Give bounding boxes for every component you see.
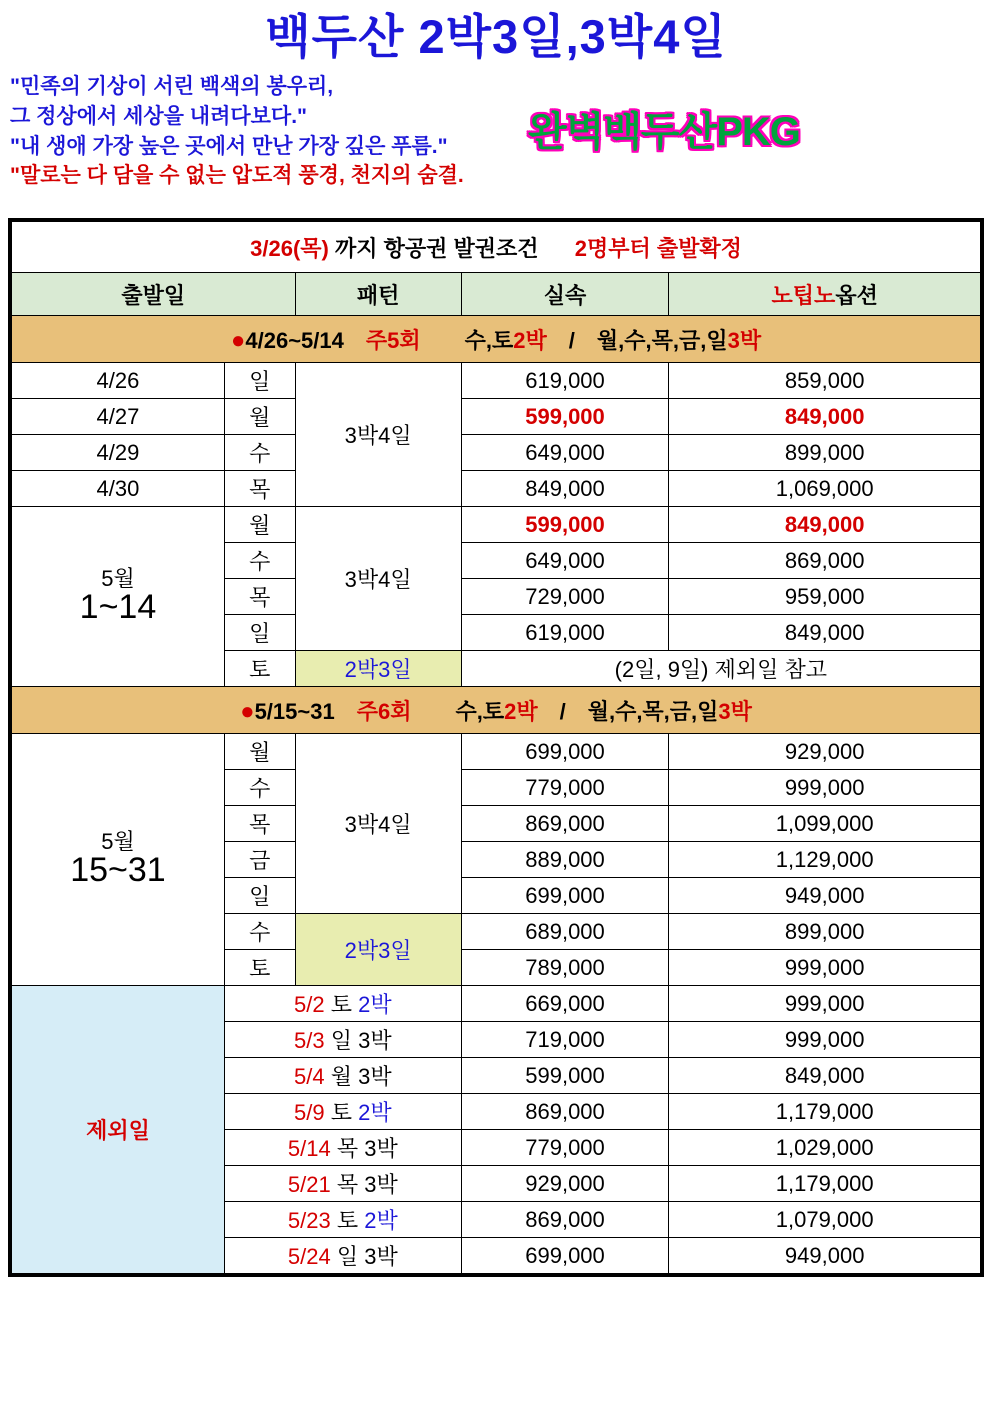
section-band-2-cell bbox=[12, 687, 981, 734]
exclusion-date-value: 5/14 bbox=[287, 1136, 331, 1162]
column-header-row bbox=[12, 273, 981, 316]
price-standard: 689,000 bbox=[461, 914, 669, 950]
table-row bbox=[12, 363, 981, 399]
price-standard: 599,000 bbox=[461, 507, 669, 543]
band-freq-2: 주6회 bbox=[356, 698, 412, 724]
price-standard: 699,000 bbox=[461, 878, 669, 914]
subheader bbox=[0, 72, 992, 212]
price-notip: 849,000 bbox=[669, 399, 981, 435]
exclusion-date bbox=[224, 1202, 461, 1238]
price-notip: 849,000 bbox=[669, 1058, 981, 1094]
band-detail-a-red-1: 2박 bbox=[513, 327, 547, 353]
price-standard: 699,000 bbox=[461, 734, 669, 770]
exclusion-date bbox=[224, 1022, 461, 1058]
price-standard: 849,000 bbox=[461, 471, 669, 507]
price-standard: 869,000 bbox=[461, 1202, 669, 1238]
exclusion-date-value: 5/2 bbox=[293, 992, 325, 1018]
price-notip: 999,000 bbox=[669, 986, 981, 1022]
depart-dow: 목 bbox=[224, 471, 295, 507]
exclusion-date bbox=[224, 1130, 461, 1166]
notice-guarantee: 2명부터 출발확정 bbox=[574, 235, 742, 261]
depart-dow: 금 bbox=[224, 842, 295, 878]
price-table bbox=[11, 221, 981, 1274]
price-standard: 869,000 bbox=[461, 806, 669, 842]
depart-date: 4/30 bbox=[12, 471, 225, 507]
exclusion-date-nights: 3박 bbox=[364, 1244, 398, 1270]
pattern-cell: 3박4일 bbox=[295, 363, 461, 507]
column-header-notip bbox=[669, 273, 981, 316]
price-standard: 669,000 bbox=[461, 986, 669, 1022]
price-standard: 699,000 bbox=[461, 1238, 669, 1274]
month-block-label-2 bbox=[12, 734, 225, 986]
band-slash-1: / bbox=[568, 327, 575, 353]
quote-line-1: "민족의 기상이 서린 백색의 봉우리, bbox=[10, 75, 334, 99]
depart-dow: 토 bbox=[224, 651, 295, 687]
band-range-2: 5/15~31 bbox=[254, 698, 335, 724]
exclusion-date-dow: 일 bbox=[330, 1028, 352, 1054]
depart-date: 4/26 bbox=[12, 363, 225, 399]
exclusion-date-dow: 토 bbox=[330, 992, 352, 1018]
column-header-pattern: 패턴 bbox=[295, 273, 461, 316]
band-detail-a-1: 수,토 bbox=[464, 327, 514, 353]
price-standard: 619,000 bbox=[461, 363, 669, 399]
exclusion-date-value: 5/21 bbox=[287, 1172, 331, 1198]
exclusion-note: (2일, 9일) 제외일 참고 bbox=[461, 651, 980, 687]
exclusion-date-value: 5/23 bbox=[287, 1208, 331, 1234]
exclusion-date-dow: 일 bbox=[336, 1244, 359, 1270]
section-band-2 bbox=[12, 687, 981, 734]
exclusion-date-value: 5/9 bbox=[293, 1100, 325, 1126]
depart-dow: 토 bbox=[224, 950, 295, 986]
exclusion-date-nights: 3박 bbox=[358, 1028, 392, 1054]
price-standard: 889,000 bbox=[461, 842, 669, 878]
price-standard: 779,000 bbox=[461, 1130, 669, 1166]
column-header-notip-red: 노팁노 bbox=[771, 282, 836, 308]
price-standard: 649,000 bbox=[461, 435, 669, 471]
depart-dow: 일 bbox=[224, 615, 295, 651]
price-standard: 789,000 bbox=[461, 950, 669, 986]
exclusion-date-value: 5/4 bbox=[293, 1064, 325, 1090]
price-table-wrapper bbox=[8, 218, 984, 1277]
column-header-standard: 실속 bbox=[461, 273, 669, 316]
notice-row bbox=[12, 222, 981, 273]
exclusion-label: 제외일 bbox=[12, 986, 225, 1274]
depart-dow: 목 bbox=[224, 579, 295, 615]
band-dot-2: ● bbox=[240, 697, 255, 725]
price-notip: 999,000 bbox=[669, 950, 981, 986]
price-notip: 1,129,000 bbox=[669, 842, 981, 878]
band-detail-b-red-1: 3박 bbox=[727, 327, 762, 353]
price-notip: 1,029,000 bbox=[669, 1130, 981, 1166]
price-standard: 929,000 bbox=[461, 1166, 669, 1202]
price-standard: 599,000 bbox=[461, 1058, 669, 1094]
depart-date: 4/29 bbox=[12, 435, 225, 471]
exclusion-date-nights: 2박 bbox=[358, 992, 392, 1018]
price-notip: 849,000 bbox=[669, 507, 981, 543]
table-row bbox=[12, 507, 981, 543]
band-detail-b-red-2: 3박 bbox=[718, 698, 752, 724]
band-detail-b-2: 월,수,목,금,일 bbox=[587, 698, 719, 724]
month-range: 1~14 bbox=[79, 588, 157, 627]
price-standard: 729,000 bbox=[461, 579, 669, 615]
month-label: 5월 bbox=[101, 566, 135, 592]
depart-dow: 목 bbox=[224, 806, 295, 842]
price-notip: 849,000 bbox=[669, 615, 981, 651]
exclusion-date-dow: 토 bbox=[336, 1208, 359, 1234]
exclusion-date-dow: 목 bbox=[336, 1136, 359, 1162]
band-detail-b-1: 월,수,목,금,일 bbox=[596, 327, 728, 353]
price-notip: 869,000 bbox=[669, 543, 981, 579]
month-label: 5월 bbox=[101, 829, 135, 855]
notice-deadline: 3/26(목) bbox=[250, 235, 329, 261]
exclusion-date-nights: 3박 bbox=[364, 1172, 398, 1198]
exclusion-date-nights: 2박 bbox=[358, 1100, 392, 1126]
price-standard: 599,000 bbox=[461, 399, 669, 435]
pattern-cell: 3박4일 bbox=[295, 507, 461, 651]
exclusion-date-dow: 목 bbox=[336, 1172, 359, 1198]
pattern-cell: 3박4일 bbox=[295, 734, 461, 914]
table-row bbox=[12, 435, 981, 471]
pattern-cell-2night: 2박3일 bbox=[295, 651, 461, 687]
band-dot-1: ● bbox=[230, 326, 246, 354]
section-band-1-cell bbox=[12, 316, 981, 363]
package-badge: 완벽백두산PKG bbox=[528, 110, 800, 155]
price-notip: 999,000 bbox=[669, 1022, 981, 1058]
depart-dow: 일 bbox=[224, 878, 295, 914]
month-block-label-1 bbox=[12, 507, 225, 687]
exclusion-date-dow: 토 bbox=[330, 1100, 352, 1126]
price-notip: 1,179,000 bbox=[669, 1094, 981, 1130]
price-notip: 949,000 bbox=[669, 1238, 981, 1274]
price-standard: 869,000 bbox=[461, 1094, 669, 1130]
price-notip: 1,079,000 bbox=[669, 1202, 981, 1238]
depart-dow: 수 bbox=[224, 914, 295, 950]
exclusion-date-nights: 3박 bbox=[358, 1064, 392, 1090]
price-standard: 719,000 bbox=[461, 1022, 669, 1058]
price-notip: 1,179,000 bbox=[669, 1166, 981, 1202]
depart-dow: 월 bbox=[224, 507, 295, 543]
price-standard: 619,000 bbox=[461, 615, 669, 651]
quote-line-3: "내 생애 가장 높은 곳에서 만난 가장 깊은 푸름." bbox=[10, 134, 448, 158]
depart-dow: 수 bbox=[224, 543, 295, 579]
depart-dow: 월 bbox=[224, 734, 295, 770]
depart-dow: 월 bbox=[224, 399, 295, 435]
notice-condition: 까지 항공권 발권조건 bbox=[334, 235, 539, 261]
column-header-depart: 출발일 bbox=[12, 273, 296, 316]
price-notip: 929,000 bbox=[669, 734, 981, 770]
exclusion-date bbox=[224, 1166, 461, 1202]
price-notip: 899,000 bbox=[669, 435, 981, 471]
price-notip: 959,000 bbox=[669, 579, 981, 615]
exclusion-date-value: 5/24 bbox=[287, 1244, 331, 1270]
pattern-cell-2night: 2박3일 bbox=[295, 914, 461, 986]
price-notip: 949,000 bbox=[669, 878, 981, 914]
price-notip: 1,099,000 bbox=[669, 806, 981, 842]
section-band-1 bbox=[12, 316, 981, 363]
quote-line-2: 그 정상에서 세상을 내려다보다." bbox=[10, 104, 308, 128]
table-row bbox=[12, 986, 981, 1022]
exclusion-date bbox=[224, 1058, 461, 1094]
exclusion-date-nights: 2박 bbox=[364, 1208, 398, 1234]
depart-dow: 일 bbox=[224, 363, 295, 399]
exclusion-date bbox=[224, 1238, 461, 1274]
band-range-1: 4/26~5/14 bbox=[245, 327, 344, 353]
exclusion-date-dow: 월 bbox=[330, 1064, 352, 1090]
month-range: 15~31 bbox=[70, 851, 166, 890]
exclusion-date-value: 5/3 bbox=[293, 1028, 325, 1054]
quote-line-4: "말로는 다 담을 수 없는 압도적 풍경, 천지의 숨결. bbox=[10, 164, 464, 188]
notice-cell bbox=[12, 222, 981, 273]
band-detail-a-red-2: 2박 bbox=[504, 698, 538, 724]
price-standard: 779,000 bbox=[461, 770, 669, 806]
price-notip: 999,000 bbox=[669, 770, 981, 806]
table-row bbox=[12, 471, 981, 507]
page-title: 백두산 2박3일,3박4일 bbox=[265, 10, 727, 63]
price-notip: 1,069,000 bbox=[669, 471, 981, 507]
price-notip: 899,000 bbox=[669, 914, 981, 950]
depart-date: 4/27 bbox=[12, 399, 225, 435]
band-detail-a-2: 수,토 bbox=[455, 698, 505, 724]
depart-dow: 수 bbox=[224, 770, 295, 806]
depart-dow: 수 bbox=[224, 435, 295, 471]
band-slash-2: / bbox=[559, 698, 566, 724]
exclusion-date-nights: 3박 bbox=[364, 1136, 398, 1162]
table-row bbox=[12, 734, 981, 770]
price-notip: 859,000 bbox=[669, 363, 981, 399]
price-standard: 649,000 bbox=[461, 543, 669, 579]
band-freq-1: 주5회 bbox=[365, 327, 421, 353]
exclusion-date bbox=[224, 1094, 461, 1130]
exclusion-date bbox=[224, 986, 461, 1022]
table-row bbox=[12, 399, 981, 435]
column-header-notip-black: 옵션 bbox=[835, 282, 878, 308]
